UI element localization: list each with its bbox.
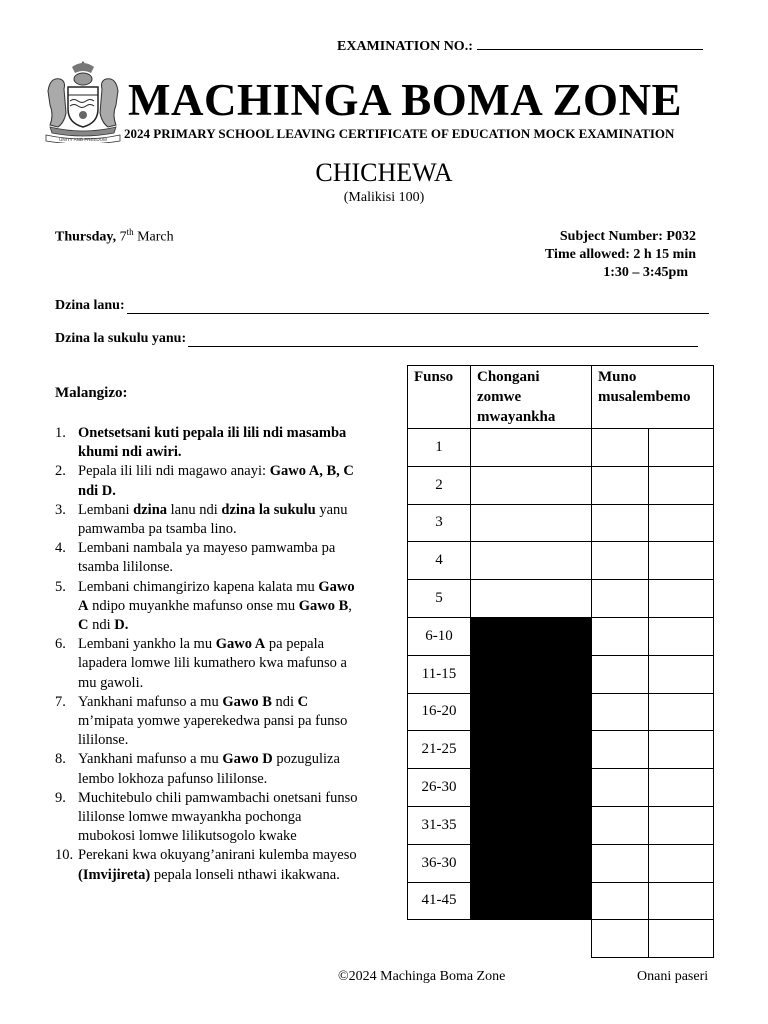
examiner-cell	[592, 693, 649, 731]
instruction-text: ndi	[88, 617, 115, 634]
instruction-item	[55, 750, 360, 788]
table-row	[408, 504, 714, 542]
name-label: Dzina lanu:	[55, 298, 125, 313]
instruction-text: Gawo B	[298, 597, 349, 614]
instruction-text: pozuguliza lembo lokhoza pafunso lililonse.	[78, 751, 340, 787]
instructions-title: Malangizo:	[55, 385, 128, 401]
instruction-text: C	[78, 617, 89, 634]
shaded-cell	[471, 731, 592, 769]
time-range: 1:30 – 3:45pm	[603, 265, 688, 280]
table-row	[408, 617, 714, 655]
instruction-text: m’mipata yomwe yaperekedwa pansi pa funso lililonse.	[78, 713, 348, 749]
instruction-text: ,	[348, 597, 352, 614]
shaded-cell	[471, 769, 592, 807]
instruction-item	[55, 501, 360, 539]
question-range: 21-25	[408, 731, 471, 769]
exam-day: Thursday,	[55, 229, 117, 245]
instruction-item	[55, 635, 360, 693]
instruction-text: Perekani kwa okuyang’anirani kulemba mayeso	[78, 847, 357, 864]
question-range: 16-20	[408, 693, 471, 731]
subject-title: CHICHEWA	[315, 158, 453, 187]
table-row	[408, 882, 714, 920]
table-row	[408, 429, 714, 467]
coat-of-arms-icon	[42, 55, 124, 143]
exam-subtitle: 2024 PRIMARY SCHOOL LEAVING CERTIFICATE OF EDUCATION MOCK EXAMINATION	[124, 126, 675, 141]
examiner-cell	[649, 580, 714, 618]
footer-copyright: ©2024 Machinga Boma Zone	[338, 969, 506, 984]
instructions-list	[55, 424, 360, 885]
instruction-item	[55, 578, 360, 636]
examiner-cell	[592, 504, 649, 542]
table-row	[408, 693, 714, 731]
examiner-cell	[649, 617, 714, 655]
question-range: 5	[408, 580, 471, 618]
instruction-item	[55, 462, 360, 500]
shaded-cell	[471, 617, 592, 655]
instruction-text: (Imvijireta)	[78, 866, 151, 883]
table-row	[408, 844, 714, 882]
instruction-item	[55, 846, 360, 884]
examiner-cell	[649, 882, 714, 920]
exam-details	[545, 228, 696, 282]
instruction-item	[55, 789, 360, 847]
table-row	[408, 920, 714, 957]
table-row	[408, 731, 714, 769]
question-range: 4	[408, 542, 471, 580]
tick-cell[interactable]	[471, 580, 592, 618]
instruction-item	[55, 693, 360, 751]
examiner-cell	[592, 617, 649, 655]
table-row	[408, 806, 714, 844]
instruction-item	[55, 424, 360, 462]
examiner-cell	[649, 655, 714, 693]
instruction-text: lanu ndi	[167, 501, 222, 518]
time-allowed: Time allowed: 2 h 15 min	[544, 247, 696, 262]
question-range: 1	[408, 429, 471, 467]
shaded-cell	[471, 806, 592, 844]
instruction-text: Onetsetsani kuti pepala ili lili ndi masamba khumi ndi awiri.	[78, 425, 347, 461]
shaded-cell	[471, 655, 592, 693]
examiner-cell	[649, 693, 714, 731]
instruction-text: ndipo muyankhe mafunso onse mu	[88, 597, 299, 614]
instruction-number: 3.	[55, 501, 66, 518]
examiner-cell	[592, 882, 649, 920]
instruction-text: yanu pamwamba pa tsamba lino.	[78, 501, 348, 538]
examiner-cell	[592, 806, 649, 844]
instruction-text: Muchitebulo chili pamwambachi onetsani funso lililonse lomwe mwayankha pochonga mubokosi lomwe lilikutsogolo kwake	[78, 789, 358, 845]
question-range: 36-30	[408, 844, 471, 882]
examiner-cell	[649, 466, 714, 504]
examiner-cell	[649, 429, 714, 467]
examiner-cell	[592, 769, 649, 807]
instruction-text: Gawo D	[222, 751, 273, 768]
examination-number-field	[337, 37, 703, 55]
total-marks: (Malikisi 100)	[343, 190, 425, 205]
instruction-text: Gawo A, B, C ndi D.	[78, 463, 354, 499]
header-muno: Muno musalembemo	[592, 366, 714, 429]
school-label: Dzina la sukulu yanu:	[55, 331, 187, 346]
examination-number-line[interactable]	[477, 37, 703, 50]
table-row	[408, 580, 714, 618]
name-field	[55, 298, 709, 314]
instruction-number: 1.	[55, 425, 66, 441]
instruction-text: dzina la sukulu	[221, 501, 316, 518]
zone-title: MACHINGA BOMA ZONE	[128, 75, 683, 125]
instruction-number: 5.	[55, 578, 66, 595]
instruction-number: 7.	[55, 693, 66, 710]
name-line[interactable]	[127, 301, 709, 314]
examiner-cell	[592, 844, 649, 882]
examiner-cell	[649, 920, 714, 957]
question-range: 11-15	[408, 655, 471, 693]
subject-number: Subject Number: P032	[559, 229, 696, 244]
examiner-cell	[592, 655, 649, 693]
instruction-text: Yankhani mafunso a mu	[78, 751, 223, 768]
instruction-text: D.	[114, 617, 129, 634]
exam-month: March	[133, 229, 174, 245]
instruction-number: 6.	[55, 636, 66, 653]
answer-tracking-table	[407, 365, 714, 958]
examiner-cell	[649, 542, 714, 580]
examiner-cell	[592, 731, 649, 769]
examiner-cell	[592, 429, 649, 467]
tick-cell[interactable]	[471, 504, 592, 542]
table-row	[408, 655, 714, 693]
question-range: 6-10	[408, 617, 471, 655]
tick-cell[interactable]	[471, 466, 592, 504]
instruction-text: Lembani	[78, 501, 134, 518]
shaded-cell	[471, 693, 592, 731]
table-row	[408, 769, 714, 807]
footer-turn-over: Onani paseri	[637, 969, 709, 984]
instruction-number: 4.	[55, 540, 66, 557]
question-range: 2	[408, 466, 471, 504]
instruction-text: Lembani chimangirizo kapena kalata mu	[78, 578, 319, 595]
shaded-cell	[471, 882, 592, 920]
crest-motto: UNITY AND FREEDOM	[59, 137, 107, 142]
instruction-text: Yankhani mafunso a mu	[78, 693, 223, 710]
question-range: 31-35	[408, 806, 471, 844]
question-range: 41-45	[408, 882, 471, 920]
question-range: 26-30	[408, 769, 471, 807]
tick-cell[interactable]	[471, 429, 592, 467]
examiner-cell	[592, 542, 649, 580]
question-range: 3	[408, 504, 471, 542]
school-line[interactable]	[188, 334, 698, 347]
instruction-text: Pepala ili lili ndi magawo anayi:	[78, 463, 270, 480]
table-row	[408, 466, 714, 504]
exam-date	[55, 227, 174, 246]
instruction-number: 9.	[55, 789, 66, 806]
examiner-cell	[592, 580, 649, 618]
instruction-text: pa pepala lapadera lomwe lili kumathero kwa mafunso a mu gawoli.	[78, 636, 347, 691]
exam-date-number: 7	[116, 229, 127, 245]
instruction-text: ndi	[271, 693, 298, 710]
header-chongani: Chongani zomwe mwayankha	[471, 366, 592, 429]
instruction-text: dzina	[133, 501, 168, 518]
examiner-cell	[649, 504, 714, 542]
instruction-text: Lembani nambala ya mayeso pamwamba pa tsamba lililonse.	[78, 540, 336, 576]
instruction-text: Lembani yankho la mu	[78, 636, 216, 653]
question-range	[408, 920, 471, 957]
instruction-number: 10.	[55, 847, 74, 864]
shaded-cell	[471, 844, 592, 882]
instruction-text: Gawo B	[222, 693, 272, 710]
tick-cell[interactable]	[471, 920, 592, 957]
table-row	[408, 542, 714, 580]
examiner-cell	[649, 731, 714, 769]
school-field	[55, 331, 698, 347]
tick-cell[interactable]	[471, 542, 592, 580]
header-funso: Funso	[408, 366, 471, 429]
exam-date-suffix: th	[126, 227, 134, 237]
examiner-cell	[649, 806, 714, 844]
examiner-cell	[649, 769, 714, 807]
examiner-cell	[592, 466, 649, 504]
examiner-cell	[649, 844, 714, 882]
instruction-number: 2.	[55, 463, 66, 480]
instruction-item	[55, 539, 360, 577]
instruction-text: pepala lonseli nthawi ikakwana.	[150, 866, 340, 883]
instruction-text: C	[297, 693, 309, 710]
examination-number-label: EXAMINATION NO.:	[337, 39, 473, 54]
instruction-text: Gawo A	[78, 578, 355, 614]
examiner-cell	[592, 920, 649, 957]
table-header-row	[408, 366, 714, 429]
instruction-text: Gawo A	[215, 636, 266, 653]
instruction-number: 8.	[55, 751, 66, 768]
